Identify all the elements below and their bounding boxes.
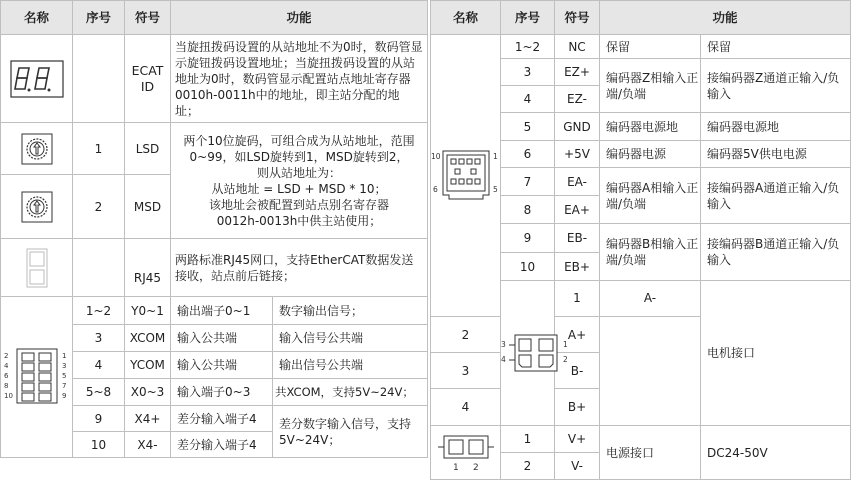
- index-lsd: 1: [73, 123, 125, 175]
- enc-symbol: NC: [555, 35, 600, 59]
- header-function: 功能: [600, 1, 851, 35]
- table-header-row: [1, 1, 428, 35]
- enc-f1: 编码器A相输入正端/负端: [600, 168, 701, 224]
- header-name: 名称: [1, 1, 73, 35]
- symbol-msd: MSD: [125, 175, 171, 239]
- io-name: 差分输入端子4: [171, 432, 273, 458]
- io-function: 数字输出信号；: [273, 297, 428, 325]
- enc-f2: 接编码器A通道正输入/负输入: [701, 168, 851, 224]
- header-name: 名称: [431, 1, 501, 35]
- enc-f2: 接编码器Z通道正输入/负输入: [701, 59, 851, 113]
- enc-f1: 编码器电源地: [600, 113, 701, 141]
- io-function: 输出信号公共端: [273, 352, 428, 379]
- motor-symbol: A-: [600, 281, 701, 317]
- svg-text:2: 2: [3, 352, 8, 360]
- rj45-description: 两路标准RJ45网口，支持EtherCAT数据发送接收，站点前后链接；: [171, 239, 428, 297]
- enc-index: 4: [501, 86, 555, 113]
- svg-text:6: 6: [3, 372, 8, 380]
- motor-index: 4: [431, 389, 501, 426]
- svg-text:3: 3: [61, 362, 66, 370]
- power-symbol: V-: [555, 453, 600, 480]
- connector-spec-table: [430, 0, 851, 480]
- svg-text:1: 1: [61, 352, 66, 360]
- io-symbol: XCOM: [125, 325, 171, 352]
- motor-symbol: A+: [555, 316, 600, 353]
- svg-text:9: 9: [61, 392, 66, 400]
- enc-symbol: +5V: [555, 141, 600, 168]
- io-symbol: YCOM: [125, 352, 171, 379]
- io-symbol: Y0~1: [125, 297, 171, 325]
- symbol-rj45: RJ45: [125, 239, 171, 297]
- svg-text:10: 10: [3, 392, 13, 400]
- power-symbol: V+: [555, 426, 600, 453]
- motor-index: 1: [555, 281, 600, 317]
- io-index: 1~2: [73, 297, 125, 325]
- table-row: [431, 35, 851, 59]
- io-spec-table: [0, 0, 428, 458]
- io-name: 输出端子0~1: [171, 297, 273, 325]
- enc-index: 6: [501, 141, 555, 168]
- rotary-description: 两个10位旋码，可组合成为从站地址，范围 0~99，如LSD旋转到1，MSD旋转到2， 则从站地址为： 从站地址 = LSD + MSD * 10； 该地址会被配置到站点别名寄存器 0012h-0013h中供主站使用；: [171, 123, 428, 239]
- enc-symbol: EZ+: [555, 59, 600, 86]
- table-row: [431, 426, 851, 453]
- table-header-row: [431, 1, 851, 35]
- io-symbol: X4+: [125, 406, 171, 432]
- enc-symbol: EB-: [555, 224, 600, 253]
- enc-f2: 编码器5V供电电源: [701, 141, 851, 168]
- io-function: 输入信号公共端: [273, 325, 428, 352]
- io-terminal-connector-icon: [1, 297, 73, 458]
- rj45-port-icon: [1, 239, 73, 297]
- io-index: 10: [73, 432, 125, 458]
- ecat-description: 当旋扭拨码设置的从站地址不为0时，数码管显示旋钮拨码设置地址；当旋扭拨码设置的从站地址为0时，数码管显示配置站点地址寄存器0010h-0011h中的地址，即主站分配的地址；: [171, 35, 428, 123]
- enc-index: 3: [501, 59, 555, 86]
- svg-text:1: 1: [563, 340, 568, 349]
- enc-index: 7: [501, 168, 555, 196]
- io-index: 9: [73, 406, 125, 432]
- svg-text:4: 4: [3, 362, 8, 370]
- enc-f2: 接编码器B通道正输入/负输入: [701, 224, 851, 281]
- enc-symbol: EA+: [555, 196, 600, 224]
- motor-index: 3: [431, 353, 501, 389]
- svg-text:2: 2: [472, 462, 479, 473]
- rotary-switch-lsd-icon: [1, 123, 73, 175]
- motor-index: 2: [431, 316, 501, 353]
- encoder-connector-icon: [431, 35, 501, 317]
- io-index: 4: [73, 352, 125, 379]
- io-name: 差分输入端子4: [171, 406, 273, 432]
- header-index: 序号: [73, 1, 125, 35]
- enc-f1: 编码器Z相输入正端/负端: [600, 59, 701, 113]
- motor-connector-icon: [501, 281, 568, 426]
- rotary-switch-msd-icon: [1, 175, 73, 239]
- svg-text:2: 2: [563, 355, 568, 364]
- index-msd: 2: [73, 175, 125, 239]
- svg-text:5: 5: [61, 372, 66, 380]
- motor-symbol: B+: [555, 389, 600, 426]
- enc-f2: 编码器电源地: [701, 113, 851, 141]
- enc-symbol: GND: [555, 113, 600, 141]
- symbol-lsd: LSD: [125, 123, 171, 175]
- enc-symbol: EB+: [555, 253, 600, 281]
- header-symbol: 符号: [555, 1, 600, 35]
- io-index: 3: [73, 325, 125, 352]
- io-name: 输入公共端: [171, 325, 273, 352]
- header-index: 序号: [501, 1, 555, 35]
- enc-symbol: EA-: [555, 168, 600, 196]
- svg-text:7: 7: [61, 382, 66, 390]
- svg-text:6: 6: [433, 185, 438, 195]
- header-symbol: 符号: [125, 1, 171, 35]
- power-f2: DC24-50V: [701, 426, 851, 480]
- enc-f1: 编码器电源: [600, 141, 701, 168]
- enc-index: 9: [501, 224, 555, 253]
- table-row: [1, 239, 428, 297]
- io-name: 输入公共端: [171, 352, 273, 379]
- symbol-ecat-id: ECAT ID: [125, 35, 171, 123]
- svg-text:8: 8: [3, 382, 8, 390]
- io-name: 输入端子0~3: [171, 379, 273, 406]
- svg-text:5: 5: [493, 185, 498, 195]
- enc-f1: 保留: [600, 35, 701, 59]
- table-row: [1, 35, 428, 123]
- enc-f2: 保留: [701, 35, 851, 59]
- seven-segment-display-icon: [1, 35, 73, 123]
- enc-symbol: EZ-: [555, 86, 600, 113]
- svg-text:1: 1: [493, 152, 498, 162]
- svg-text:3: 3: [501, 340, 506, 349]
- enc-index: 8: [501, 196, 555, 224]
- power-index: 2: [501, 453, 555, 480]
- io-symbol: X0~3: [125, 379, 171, 406]
- svg-text:1: 1: [452, 462, 459, 473]
- header-function: 功能: [171, 1, 428, 35]
- enc-index: 5: [501, 113, 555, 141]
- io-symbol: X4-: [125, 432, 171, 458]
- table-row: [1, 297, 428, 325]
- motor-symbol: B-: [555, 353, 600, 389]
- io-index: 5~8: [73, 379, 125, 406]
- svg-text:10: 10: [431, 152, 441, 162]
- enc-f1: 编码器B相输入正端/负端: [600, 224, 701, 281]
- motor-f1: 电机接口: [701, 281, 851, 426]
- table-row: [1, 123, 428, 175]
- power-connector-icon: [431, 426, 501, 480]
- svg-text:4: 4: [501, 355, 506, 364]
- io-function: 共XCOM，支持5V~24V；: [273, 379, 428, 406]
- enc-index: 1~2: [501, 35, 555, 59]
- enc-index: 10: [501, 253, 555, 281]
- io-function: 差分数字输入信号，支持5V~24V；: [273, 406, 428, 458]
- power-f1: 电源接口: [600, 426, 701, 480]
- power-index: 1: [501, 426, 555, 453]
